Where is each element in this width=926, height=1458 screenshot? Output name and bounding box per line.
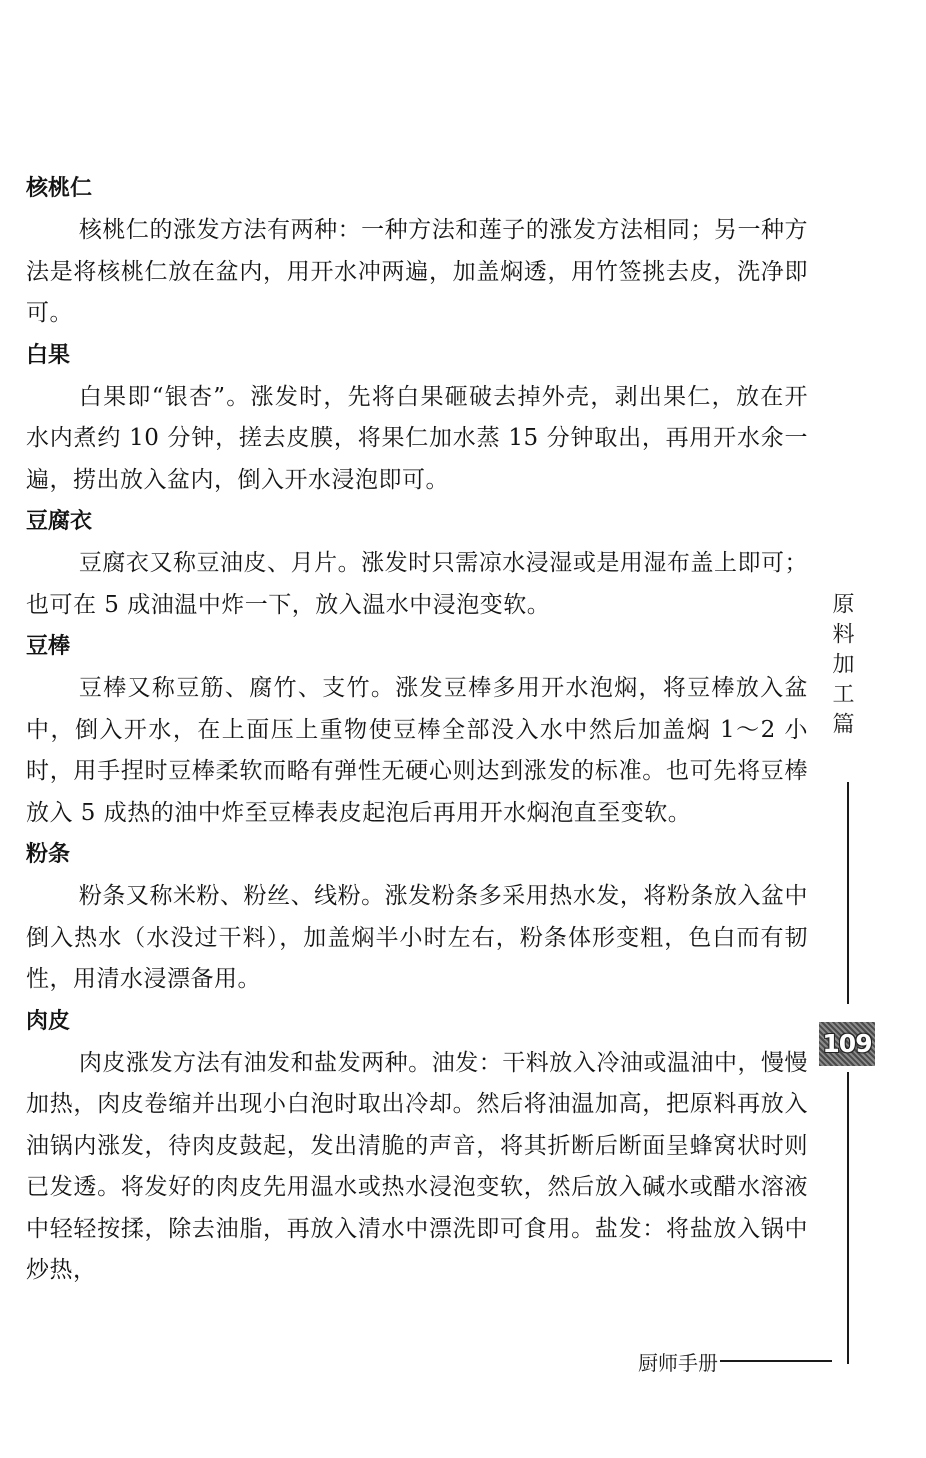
side-rule-bottom [847,1072,849,1364]
side-rule-top [847,782,849,1004]
section-title-ginkgo: 白果 [26,342,71,368]
section-title-vermicelli: 粉条 [26,842,71,867]
footer [638,1346,832,1376]
footer-book-title: 厨师手册 [638,1350,718,1375]
section-body-vermicelli: 粉条又称米粉、粉丝、线粉。涨发粉条多采用热水发，将粉条放入盆中倒入热水（水没过干料），加盖焖半小时左右，粉条体形变粗，色白而有韧性，用清水浸漂备用。 [26,883,808,992]
footer-rule [720,1360,832,1362]
main-text [26,168,808,1292]
chapter-side-tab: 原料加工篇 [829,592,854,742]
section-body-ginkgo: 白果即“银杏”。涨发时，先将白果砸破去掉外壳，剥出果仁，放在开水内煮约 10 分钟，搓去皮膜，将果仁加水蒸 15 分钟取出，再用开水氽一遍，捞出放入盆内，倒入开水浸泡即可。 [26,383,808,493]
section-body-tofu-skin: 豆腐衣又称豆油皮、月片。涨发时只需凉水浸湿或是用湿布盖上即可；也可在 5 成油温中炸一下，放入温水中浸泡变软。 [26,550,808,618]
section-title-tofu-stick: 豆棒 [26,634,71,659]
page-number-badge: 109 [819,1022,875,1066]
section-title-walnut: 核桃仁 [26,176,93,201]
section-title-pork-skin: 肉皮 [26,1008,71,1034]
section-body-pork-skin: 肉皮涨发方法有油发和盐发两种。油发：干料放入冷油或温油中，慢慢加热，肉皮卷缩并出现小白泡时取出冷却。然后将油温加高，把原料再放入油锅内涨发，待肉皮鼓起，发出清脆的声音，将其折断后断面呈蜂窝状时则已发透。将发好的肉皮先用温水或热水浸泡变软，然后放入碱水或醋水溶液中轻轻按揉，除去油脂，再放入清水中漂洗即可食用。盐发：将盐放入锅中炒热， [26,1049,808,1283]
section-body-walnut: 核桃仁的涨发方法有两种：一种方法和莲子的涨发方法相同；另一种方法是将核桃仁放在盆内，用开水冲两遍，加盖焖透，用竹签挑去皮，洗净即可。 [26,217,808,326]
section-title-tofu-skin: 豆腐衣 [26,509,93,534]
section-body-tofu-stick: 豆棒又称豆筋、腐竹、支竹。涨发豆棒多用开水泡焖，将豆棒放入盆中，倒入开水，在上面压上重物使豆棒全部没入水中然后加盖焖 1～2 小时，用手捏时豆棒柔软而略有弹性无硬心则达到涨发的标准。也可先将豆棒放入 5 成热的油中炸至豆棒表皮起泡后再用开水焖泡直至变软。 [26,675,808,826]
